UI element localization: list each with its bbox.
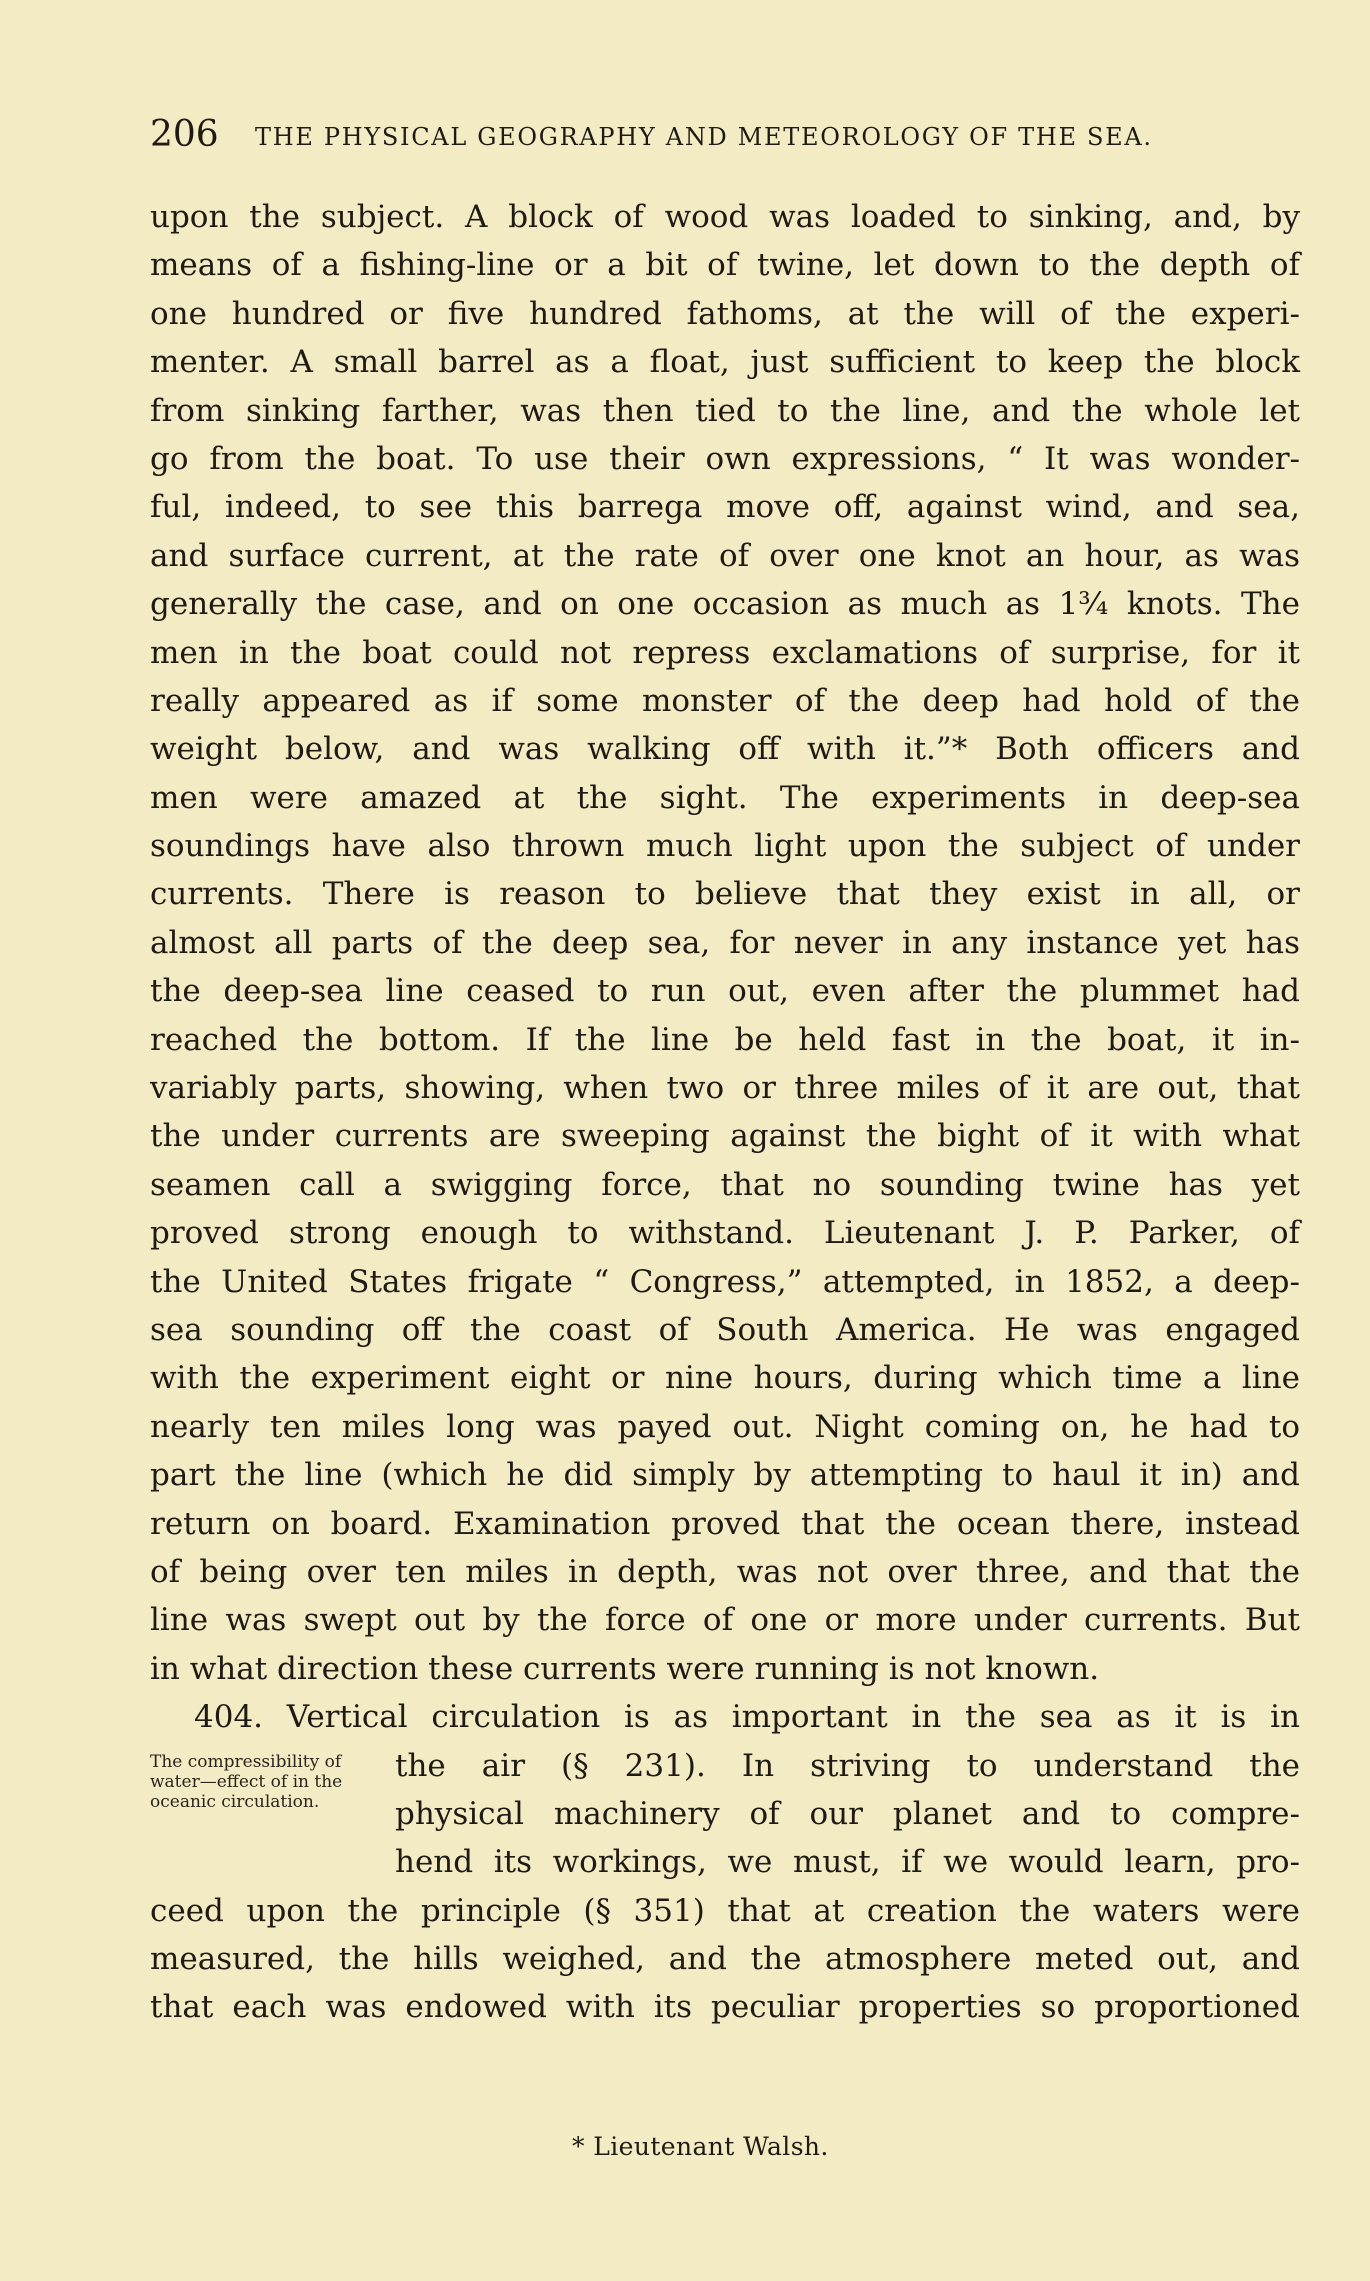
body-text [150,193,1300,2032]
text-line: with the experiment eight or nine hours, during which time a line [150,1360,1300,1397]
footnote: * Lieutenant Walsh. [572,2132,829,2161]
text-line: of being over ten miles in depth, was not over three, and that the [150,1553,1300,1590]
text-line: part the line (which he did simply by attempting to haul it in) and [150,1457,1300,1494]
text-line: men were amazed at the sight. The experiments in deep-sea [150,779,1300,816]
text-line: currents. There is reason to believe that they exist in all, or [150,876,1300,913]
text-line: the United States frigate “ Congress,” attempted, in 1852, a deep- [150,1263,1300,1300]
text-line: hend its workings, we must, if we would learn, pro- [395,1844,1300,1881]
text-line: line was swept out by the force of one or more under currents. But [150,1602,1300,1639]
text-line: variably parts, showing, when two or three miles of it are out, that [150,1070,1300,1107]
text-line: menter. A small barrel as a float, just sufficient to keep the block [150,344,1300,381]
text-line: upon the subject. A block of wood was loaded to sinking, and, by [150,199,1300,235]
running-head [150,114,1240,162]
paragraph-404-first-line: 404. Vertical circulation is as important in the sea as it is in [194,1699,1300,1736]
sidenote-block [150,1742,1300,1887]
page-number: 206 [150,114,219,155]
text-line: really appeared as if some monster of the deep had hold of the [150,682,1300,719]
text-line: reached the bottom. If the line be held fast in the boat, it in- [150,1021,1300,1058]
text-line: ceed upon the principle (§ 351) that at creation the waters were [150,1892,1300,1929]
text-line: from sinking farther, was then tied to the line, and the whole let [150,392,1300,429]
text-line: the deep-sea line ceased to run out, even after the plummet had [150,973,1300,1010]
text-line: and surface current, at the rate of over one knot an hour, as was [150,537,1300,574]
text-line: one hundred or five hundred fathoms, at the will of the experi- [150,295,1300,332]
text-line: seamen call a swigging force, that no sounding twine has yet [150,1166,1300,1203]
text-line: that each was endowed with its peculiar properties so proportioned [150,1989,1300,2026]
text-line: measured, the hills weighed, and the atmosphere meted out, and [150,1940,1300,1977]
text-line: the air (§ 231). In striving to understand the [395,1747,1300,1784]
text-line: proved strong enough to withstand. Lieutenant J. P. Parker, of [150,1215,1300,1252]
text-line: generally the case, and on one occasion as much as 1¾ knots. The [150,586,1300,623]
text-line: weight below, and was walking off with it.”* Both officers and [150,731,1300,768]
running-head-title: THE PHYSICAL GEOGRAPHY AND METEOROLOGY OF THE SEA. [255,123,1153,151]
text-line: means of a fishing-line or a bit of twine, let down to the depth of [150,247,1300,284]
text-line: soundings have also thrown much light upon the subject of under [150,828,1300,865]
text-line: in what direction these currents were running is not known. [150,1650,1100,1687]
margin-note: The compressibility of water—effect of in the oceanic circulation. [150,1751,343,1812]
text-line: return on board. Examination proved that the ocean there, instead [150,1505,1300,1542]
text-line: the under currents are sweeping against the bight of it with what [150,1118,1300,1155]
text-line: almost all parts of the deep sea, for never in any instance yet has [150,924,1300,961]
text-line: go from the boat. To use their own expressions, “ It was wonder- [150,440,1300,477]
sidenote-paragraph-lines [395,1742,1300,1887]
text-line: ful, indeed, to see this barrega move off, against wind, and sea, [150,489,1300,526]
text-line: physical machinery of our planet and to compre- [395,1795,1300,1832]
text-line: men in the boat could not repress exclamations of surprise, for it [150,634,1300,671]
text-line: nearly ten miles long was payed out. Night coming on, he had to [150,1408,1300,1445]
text-line: sea sounding off the coast of South America. He was engaged [150,1311,1300,1348]
